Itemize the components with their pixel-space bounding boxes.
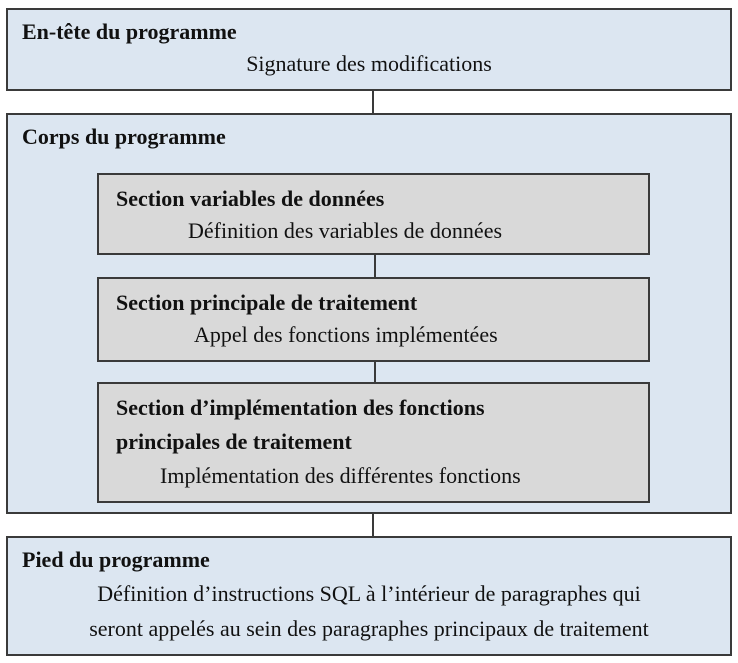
section-variables-box <box>97 173 650 255</box>
section-implementation-box <box>97 382 650 503</box>
footer-line1: Définition d’instructions SQL à l’intérieur de paragraphes qui <box>97 581 641 606</box>
section-principale-subtitle: Appel des fonctions implémentées <box>194 322 498 347</box>
footer-title: Pied du programme <box>22 547 210 572</box>
section-implementation-title-line1: Section d’implémentation des fonctions <box>116 395 485 420</box>
connector-header-body <box>372 91 374 113</box>
connector-section1-section2 <box>374 255 376 277</box>
section-principale-box <box>97 277 650 362</box>
header-box <box>6 8 732 91</box>
section-implementation-title-line2: principales de traitement <box>116 429 352 454</box>
header-title: En-tête du programme <box>22 19 237 44</box>
footer-line2: seront appelés au sein des paragraphes principaux de traitement <box>89 616 649 641</box>
body-title: Corps du programme <box>22 124 226 149</box>
section-principale-title: Section principale de traitement <box>116 290 418 315</box>
connector-body-footer <box>372 514 374 536</box>
connector-section2-section3 <box>374 362 376 382</box>
section-variables-title: Section variables de données <box>116 186 385 211</box>
section-variables-subtitle: Définition des variables de données <box>188 218 503 243</box>
body-box <box>6 113 732 514</box>
header-subtitle: Signature des modifications <box>246 51 492 76</box>
footer-box <box>6 536 732 656</box>
section-implementation-subtitle: Implémentation des différentes fonctions <box>160 463 521 488</box>
